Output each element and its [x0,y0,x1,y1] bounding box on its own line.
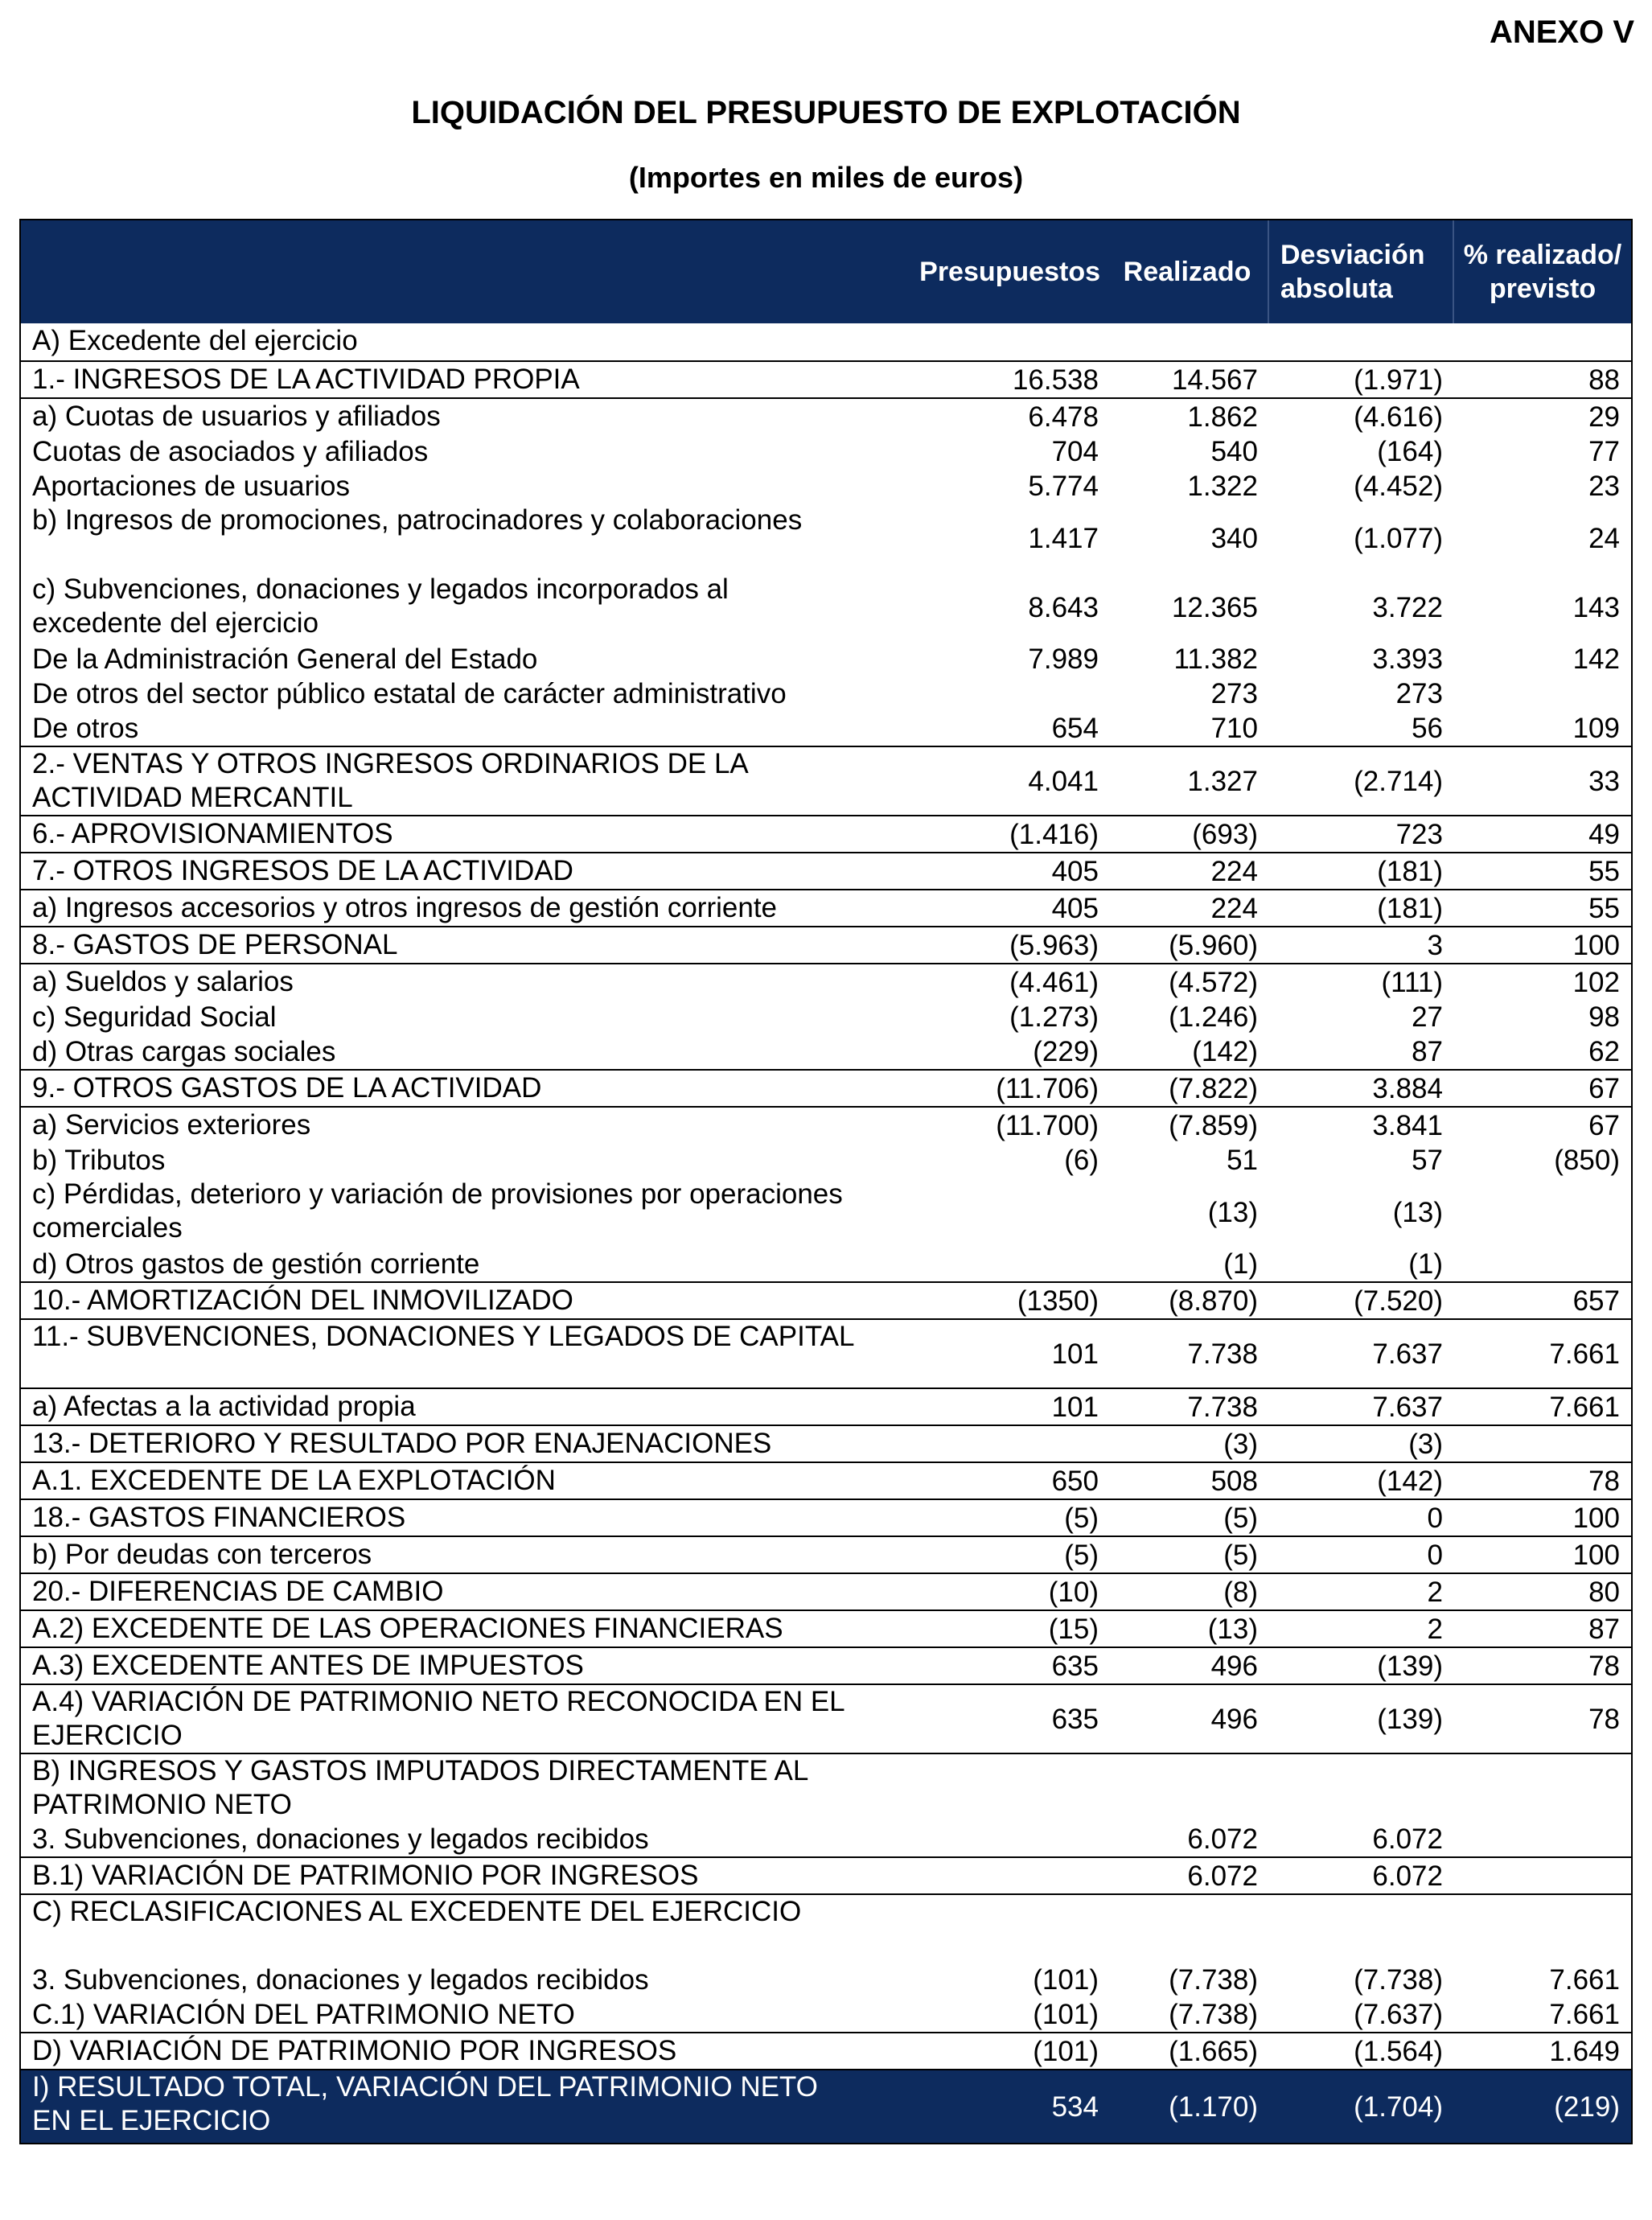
cell-realizado [1107,1895,1268,1963]
row-label: A.3) EXCEDENTE ANTES DE IMPUESTOS [32,1650,584,1681]
table-row [21,573,1631,642]
row-label: De otros [32,713,139,744]
cell-realizado: 51 [1227,1145,1258,1176]
total-row [21,2069,1631,2143]
table-row [21,642,1631,676]
cell-presupuestos: 1.417 [1028,522,1099,554]
cell-realizado: (4.572) [1169,967,1258,998]
cell-realizado: (5.960) [1169,930,1258,961]
cell-porcentaje: 33 [1588,765,1620,797]
cell-realizado: 496 [1210,1703,1258,1735]
table-row [21,746,1631,815]
table-row [21,434,1631,469]
cell-porcentaje: 23 [1588,471,1620,502]
cell-desviacion: (139) [1377,1651,1443,1682]
table-row [21,504,1631,573]
cell-desviacion: (7.520) [1354,1285,1443,1317]
cell-desviacion: 3.841 [1372,1110,1443,1141]
cell-presupuestos: (229) [1033,1036,1099,1067]
row-label: 9.- OTROS GASTOS DE LA ACTIVIDAD [32,1072,542,1104]
cell-desviacion [1268,1754,1453,1822]
table-row [21,1178,1631,1247]
cell-presupuestos [873,323,1107,360]
cell-realizado [1107,1754,1268,1822]
table-row [21,1893,1631,1963]
row-label: d) Otras cargas sociales [32,1036,336,1067]
cell-desviacion [1268,1895,1453,1963]
cell-porcentaje [1453,1895,1631,1963]
cell-desviacion: (139) [1377,1703,1443,1735]
cell-realizado: (1) [1223,1248,1258,1280]
cell-porcentaje: 1.649 [1549,2036,1620,2067]
cell-desviacion: (2.714) [1354,765,1443,797]
cell-realizado: (13) [1207,1196,1258,1228]
cell-porcentaje: 7.661 [1549,1392,1620,1423]
cell-presupuestos [873,676,1107,711]
budget-table [19,219,1633,2144]
cell-realizado: 1.862 [1187,401,1258,433]
cell-porcentaje: 78 [1588,1703,1620,1735]
table-row [21,1424,1631,1462]
table-row [21,1106,1631,1143]
table-row [21,1069,1631,1106]
cell-presupuestos: 654 [1051,713,1099,744]
cell-presupuestos: (101) [1033,2036,1099,2067]
cell-porcentaje: 100 [1572,930,1620,961]
cell-realizado: (5) [1223,1540,1258,1571]
cell-presupuestos: (1350) [1017,1285,1099,1317]
cell-porcentaje: 55 [1588,856,1620,887]
cell-presupuestos: (11.706) [996,1073,1099,1104]
table-body [21,323,1631,2143]
table-row [21,1963,1631,1997]
row-label: 1.- INGRESOS DE LA ACTIVIDAD PROPIA [32,364,580,395]
table-row [21,397,1631,434]
row-label: 13.- DETERIORO Y RESULTADO POR ENAJENACIONES [32,1428,772,1459]
row-label: a) Ingresos accesorios y otros ingresos de gestión corriente [32,892,778,923]
cell-desviacion: 57 [1412,1145,1443,1176]
cell-realizado: (8) [1223,1577,1258,1608]
cell-porcentaje: 78 [1588,1466,1620,1497]
row-label: b) Por deudas con terceros [32,1539,372,1570]
row-label: d) Otros gastos de gestión corriente [32,1248,480,1280]
cell-presupuestos: 8.643 [1028,591,1099,623]
cell-realizado: 12.365 [1171,591,1258,623]
cell-presupuestos: 5.774 [1028,471,1099,502]
cell-porcentaje: 55 [1588,893,1620,924]
row-label: c) Pérdidas, deterioro y variación de provisiones por operaciones comerciales [32,1178,843,1244]
cell-porcentaje: 7.661 [1549,1999,1620,2030]
cell-presupuestos [873,1754,1107,1822]
cell-presupuestos: 534 [1051,2090,1099,2123]
table-row [21,1281,1631,1318]
cell-realizado: 224 [1210,856,1258,887]
cell-desviacion: (7.637) [1354,1999,1443,2030]
cell-porcentaje: 87 [1588,1614,1620,1645]
cell-presupuestos: (5) [1064,1503,1099,1534]
row-label: c) Subvenciones, donaciones y legados incorporados al excedente del ejercicio [32,574,729,639]
cell-desviacion: (4.616) [1354,401,1443,433]
cell-presupuestos: 16.538 [1012,364,1099,396]
cell-presupuestos: 7.989 [1028,643,1099,675]
cell-realizado: (7.738) [1169,1999,1258,2030]
table-row [21,1536,1631,1572]
cell-realizado: (693) [1192,819,1258,850]
table-row [21,1498,1631,1536]
cell-realizado: 1.327 [1187,765,1258,797]
cell-porcentaje [1453,1426,1631,1462]
row-label: 11.- SUBVENCIONES, DONACIONES Y LEGADOS DE CAPITAL [32,1321,855,1352]
cell-presupuestos: (6) [1064,1145,1099,1176]
cell-realizado: 7.738 [1187,1338,1258,1370]
cell-desviacion: (111) [1381,967,1443,998]
cell-presupuestos: (5) [1064,1540,1099,1571]
cell-realizado: (8.870) [1169,1285,1258,1317]
cell-presupuestos: (101) [1033,1999,1099,2030]
row-label: C.1) VARIACIÓN DEL PATRIMONIO NETO [32,1999,575,2030]
cell-porcentaje: 62 [1588,1036,1620,1067]
row-label: a) Cuotas de usuarios y afiliados [32,401,441,432]
table-row [21,1997,1631,2032]
table-row [21,676,1631,711]
row-label: De otros del sector público estatal de carácter administrativo [32,678,787,709]
cell-realizado: (1.246) [1169,1001,1258,1033]
cell-presupuestos: 405 [1051,856,1099,887]
cell-desviacion: 87 [1412,1036,1443,1067]
cell-presupuestos [873,1178,1107,1247]
row-label: D) VARIACIÓN DE PATRIMONIO POR INGRESOS [32,2035,677,2066]
row-label: b) Ingresos de promociones, patrocinadores y colaboraciones [32,504,803,536]
cell-realizado: 273 [1210,678,1258,709]
cell-desviacion: 723 [1395,819,1443,850]
cell-realizado: (7.859) [1169,1110,1258,1141]
row-label: a) Afectas a la actividad propia [32,1391,416,1422]
cell-porcentaje [1453,676,1631,711]
row-label: b) Tributos [32,1145,166,1176]
cell-realizado: (5) [1223,1503,1258,1534]
header-presupuestos: Presupuestos [919,256,1100,287]
table-row [21,1753,1631,1822]
cell-desviacion: 6.072 [1372,1823,1443,1855]
cell-desviacion: (13) [1392,1196,1443,1228]
row-label: 3. Subvenciones, donaciones y legados recibidos [32,1964,649,1996]
cell-presupuestos: 101 [1051,1392,1099,1423]
table-row [21,711,1631,746]
table-row [21,852,1631,889]
cell-presupuestos [873,1247,1107,1281]
cell-desviacion: (181) [1377,893,1443,924]
cell-desviacion: (1.077) [1354,522,1443,554]
cell-realizado: 14.567 [1171,364,1258,396]
cell-presupuestos: (4.461) [1009,967,1099,998]
cell-presupuestos [873,1895,1107,1963]
cell-porcentaje: (219) [1554,2090,1620,2123]
cell-realizado: (142) [1192,1036,1258,1067]
table-row [21,1572,1631,1610]
table-row [21,1646,1631,1684]
cell-presupuestos: 4.041 [1028,765,1099,797]
row-label: Cuotas de asociados y afiliados [32,436,429,467]
cell-realizado: 540 [1210,436,1258,467]
cell-porcentaje: 109 [1572,713,1620,744]
row-label: 2.- VENTAS Y OTROS INGRESOS ORDINARIOS DE LA ACTIVIDAD MERCANTIL [32,748,747,813]
cell-desviacion: 0 [1427,1540,1443,1571]
cell-desviacion: (7.738) [1354,1964,1443,1996]
cell-desviacion: (1.564) [1354,2036,1443,2067]
table-row [21,1388,1631,1424]
row-label: 6.- APROVISIONAMIENTOS [32,818,393,849]
cell-porcentaje: 7.661 [1549,1964,1620,1996]
cell-porcentaje [1453,1754,1631,1822]
cell-porcentaje: 78 [1588,1651,1620,1682]
cell-desviacion: 3.722 [1372,591,1443,623]
table-row [21,1822,1631,1856]
header-porcentaje: % realizado/ previsto [1453,220,1631,323]
cell-porcentaje: 80 [1588,1577,1620,1608]
cell-presupuestos: 704 [1051,436,1099,467]
row-label: 18.- GASTOS FINANCIEROS [32,1502,406,1533]
row-label: 7.- OTROS INGRESOS DE LA ACTIVIDAD [32,855,573,886]
cell-porcentaje [1453,1247,1631,1281]
cell-desviacion: 273 [1395,678,1443,709]
table-row [21,1856,1631,1893]
cell-realizado: 6.072 [1187,1823,1258,1855]
cell-porcentaje: 142 [1572,643,1620,675]
cell-desviacion: (4.452) [1354,471,1443,502]
cell-porcentaje: 143 [1572,591,1620,623]
document-subtitle: (Importes en miles de euros) [628,161,1024,194]
cell-realizado: 1.322 [1187,471,1258,502]
row-label: a) Servicios exteriores [32,1109,311,1141]
cell-realizado [1107,323,1268,360]
cell-porcentaje [1453,1858,1631,1893]
cell-presupuestos [873,1822,1107,1856]
table-row [21,2032,1631,2069]
cell-desviacion: 6.072 [1372,1860,1443,1892]
cell-realizado: 224 [1210,893,1258,924]
cell-desviacion: 3.884 [1372,1073,1443,1104]
row-label: I) RESULTADO TOTAL, VARIACIÓN DEL PATRIMONIO NETO EN EL EJERCICIO [32,2071,818,2136]
table-row [21,1462,1631,1498]
cell-realizado: (1.665) [1169,2036,1258,2067]
row-label: De la Administración General del Estado [32,643,538,675]
cell-porcentaje: 24 [1588,522,1620,554]
cell-presupuestos: (10) [1048,1577,1099,1608]
table-header [21,220,1631,323]
cell-presupuestos: (11.700) [996,1110,1099,1141]
cell-desviacion [1268,323,1453,360]
cell-desviacion: (1) [1408,1248,1443,1280]
cell-presupuestos: (1.273) [1009,1001,1099,1033]
cell-porcentaje: 29 [1588,401,1620,433]
table-row [21,360,1631,397]
table-row [21,815,1631,852]
row-label: A) Excedente del ejercicio [32,325,358,356]
cell-presupuestos: 650 [1051,1466,1099,1497]
table-row [21,1034,1631,1069]
cell-desviacion: 7.637 [1372,1392,1443,1423]
row-label: 3. Subvenciones, donaciones y legados recibidos [32,1823,649,1855]
cell-desviacion: 2 [1427,1614,1443,1645]
row-label: C) RECLASIFICACIONES AL EXCEDENTE DEL EJERCICIO [32,1896,802,1927]
cell-realizado: (3) [1223,1429,1258,1460]
row-label: B.1) VARIACIÓN DE PATRIMONIO POR INGRESOS [32,1860,699,1891]
cell-presupuestos [873,1858,1107,1893]
cell-realizado: (7.738) [1169,1964,1258,1996]
cell-desviacion: (181) [1377,856,1443,887]
table-row [21,469,1631,504]
table-row [21,1247,1631,1281]
cell-porcentaje [1453,1822,1631,1856]
table-row [21,1318,1631,1388]
cell-presupuestos: 635 [1051,1651,1099,1682]
cell-porcentaje: 98 [1588,1001,1620,1033]
table-row [21,889,1631,926]
cell-realizado: 7.738 [1187,1392,1258,1423]
header-label-col [21,220,873,323]
cell-porcentaje: 67 [1588,1073,1620,1104]
cell-porcentaje: 88 [1588,364,1620,396]
cell-presupuestos: (15) [1048,1614,1099,1645]
table-row [21,1143,1631,1178]
cell-presupuestos: 101 [1051,1338,1099,1370]
cell-desviacion: 3 [1427,930,1443,961]
cell-presupuestos [873,1426,1107,1462]
cell-presupuestos: (1.416) [1009,819,1099,850]
cell-porcentaje: 49 [1588,819,1620,850]
cell-desviacion: (142) [1377,1466,1443,1497]
cell-desviacion: (1.971) [1354,364,1443,396]
cell-realizado: 340 [1210,522,1258,554]
row-label: 10.- AMORTIZACIÓN DEL INMOVILIZADO [32,1285,573,1316]
cell-desviacion: 56 [1412,713,1443,744]
table-row [21,926,1631,963]
cell-realizado: (1.170) [1169,2090,1258,2123]
cell-porcentaje: 100 [1572,1540,1620,1571]
cell-porcentaje: (850) [1554,1145,1620,1176]
cell-desviacion: 7.637 [1372,1338,1443,1370]
cell-desviacion: 3.393 [1372,643,1443,675]
cell-desviacion: (3) [1408,1429,1443,1460]
row-label: A.4) VARIACIÓN DE PATRIMONIO NETO RECONOCIDA EN EL EJERCICIO [32,1686,844,1751]
cell-desviacion: (164) [1377,436,1443,467]
cell-porcentaje: 100 [1572,1503,1620,1534]
cell-desviacion: 0 [1427,1503,1443,1534]
row-label: A.1. EXCEDENTE DE LA EXPLOTACIÓN [32,1465,556,1496]
cell-realizado: 508 [1210,1466,1258,1497]
cell-presupuestos: 635 [1051,1703,1099,1735]
table-row [21,963,1631,1000]
row-label: B) INGRESOS Y GASTOS IMPUTADOS DIRECTAMENTE AL PATRIMONIO NETO [32,1755,808,1820]
header-realizado: Realizado [1123,256,1251,287]
table-row [21,323,1631,360]
cell-presupuestos: 405 [1051,893,1099,924]
cell-presupuestos: 6.478 [1028,401,1099,433]
cell-realizado: 710 [1210,713,1258,744]
cell-presupuestos: (5.963) [1009,930,1099,961]
row-label: 20.- DIFERENCIAS DE CAMBIO [32,1576,444,1607]
cell-porcentaje: 7.661 [1549,1338,1620,1370]
cell-porcentaje: 657 [1572,1285,1620,1317]
row-label: Aportaciones de usuarios [32,471,350,502]
cell-porcentaje [1453,1178,1631,1247]
row-label: c) Seguridad Social [32,1001,277,1033]
cell-realizado: 6.072 [1187,1860,1258,1892]
cell-realizado: (13) [1207,1614,1258,1645]
cell-desviacion: 2 [1427,1577,1443,1608]
cell-realizado: (7.822) [1169,1073,1258,1104]
cell-porcentaje: 77 [1588,436,1620,467]
cell-porcentaje: 67 [1588,1110,1620,1141]
cell-porcentaje: 102 [1572,967,1620,998]
table-row [21,1610,1631,1646]
header-desviacion: Desviación absoluta [1268,220,1453,323]
document-title: LIQUIDACIÓN DEL PRESUPUESTO DE EXPLOTACIÓN [411,95,1241,130]
cell-realizado: 496 [1210,1651,1258,1682]
row-label: a) Sueldos y salarios [32,966,294,997]
row-label: 8.- GASTOS DE PERSONAL [32,929,398,960]
cell-presupuestos: (101) [1033,1964,1099,1996]
annex-label: ANEXO V [1489,14,1634,50]
cell-desviacion: 27 [1412,1001,1443,1033]
table-row [21,1684,1631,1753]
cell-realizado: 11.382 [1173,643,1258,675]
cell-desviacion: (1.704) [1354,2090,1443,2123]
row-label: A.2) EXCEDENTE DE LAS OPERACIONES FINANCIERAS [32,1613,783,1644]
table-row [21,1000,1631,1034]
cell-porcentaje [1453,323,1631,360]
